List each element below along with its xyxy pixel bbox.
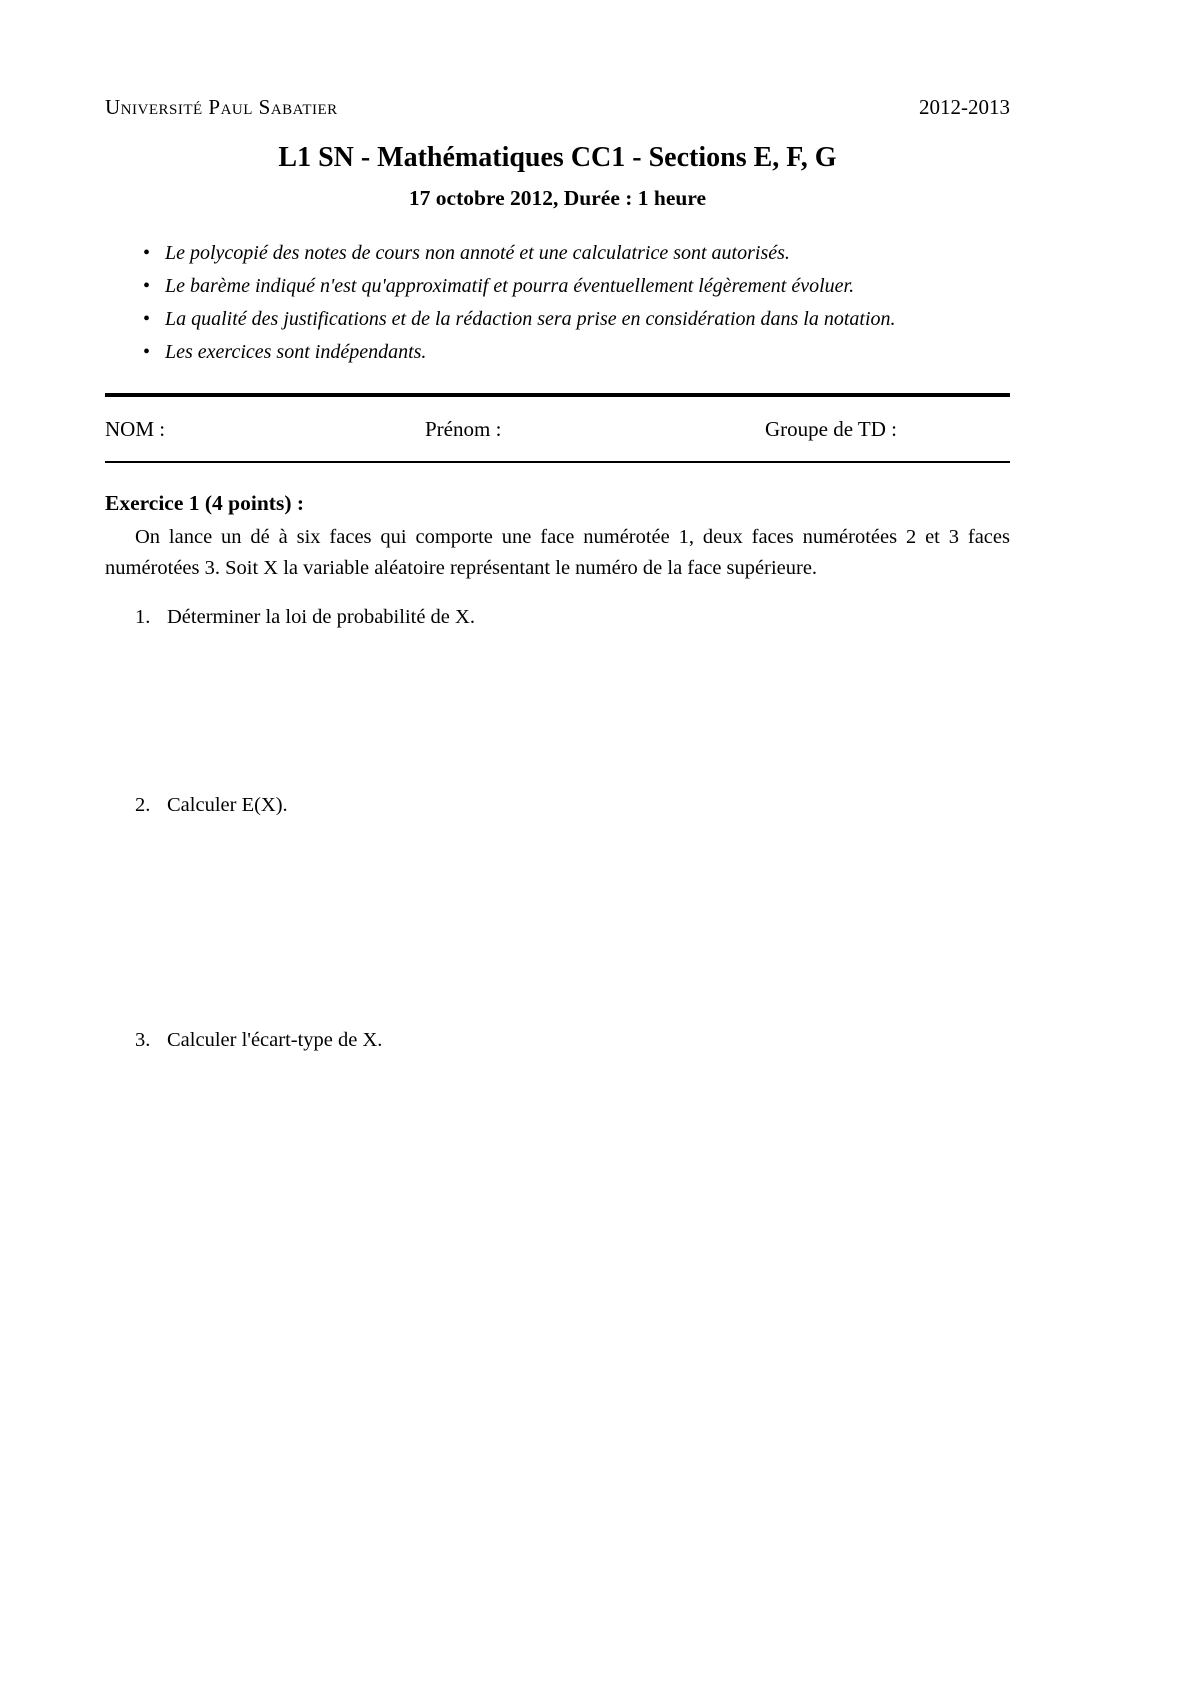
groupe-td-label: Groupe de TD : xyxy=(765,417,897,441)
instruction-text: Les exercices sont indépendants. xyxy=(165,341,427,363)
divider-thick xyxy=(105,393,1010,397)
question-number: 3. xyxy=(135,1029,151,1051)
instruction-item xyxy=(143,270,1010,303)
divider-thin xyxy=(105,461,1010,463)
university-name: Université Paul Sabatier xyxy=(105,95,338,119)
instruction-item xyxy=(143,303,1010,336)
question-text: Calculer E(X). xyxy=(167,794,288,816)
instruction-text: Le polycopié des notes de cours non annoté et une calculatrice sont autorisés. xyxy=(165,242,790,264)
exercise-heading: Exercice 1 (4 points) : xyxy=(105,491,305,515)
question-item xyxy=(135,794,1010,817)
question-text: Calculer l'écart-type de X. xyxy=(167,1029,383,1051)
nom-label: NOM : xyxy=(105,417,166,441)
prenom-label: Prénom : xyxy=(425,417,502,441)
question-item xyxy=(135,606,1010,629)
question-list xyxy=(105,606,1010,1052)
identity-row xyxy=(105,417,1010,443)
question-number: 1. xyxy=(135,606,151,628)
academic-year: 2012-2013 xyxy=(919,95,1010,119)
instruction-list xyxy=(105,237,1010,369)
question-number: 2. xyxy=(135,794,151,816)
instruction-item xyxy=(143,336,1010,369)
page-content xyxy=(105,0,1010,1052)
page-header xyxy=(105,95,1010,120)
question-text: Déterminer la loi de probabilité de X. xyxy=(167,606,475,628)
exercise-intro: On lance un dé à six faces qui comporte une face numérotée 1, deux faces numérotées 2 et 3 faces numérotées 3. Soit X la variable aléatoire représentant le numéro de la face supérieure. xyxy=(105,526,1010,579)
instruction-item xyxy=(143,237,1010,270)
exam-title: L1 SN - Mathématiques CC1 - Sections E, F, G xyxy=(278,142,837,173)
instruction-text: Le barème indiqué n'est qu'approximatif et pourra éventuellement légèrement évoluer. xyxy=(165,275,855,297)
instruction-text: La qualité des justifications et de la rédaction sera prise en considération dans la notation. xyxy=(165,308,896,330)
question-item xyxy=(135,1029,1010,1052)
exam-date-duration: 17 octobre 2012, Durée : 1 heure xyxy=(408,186,707,210)
